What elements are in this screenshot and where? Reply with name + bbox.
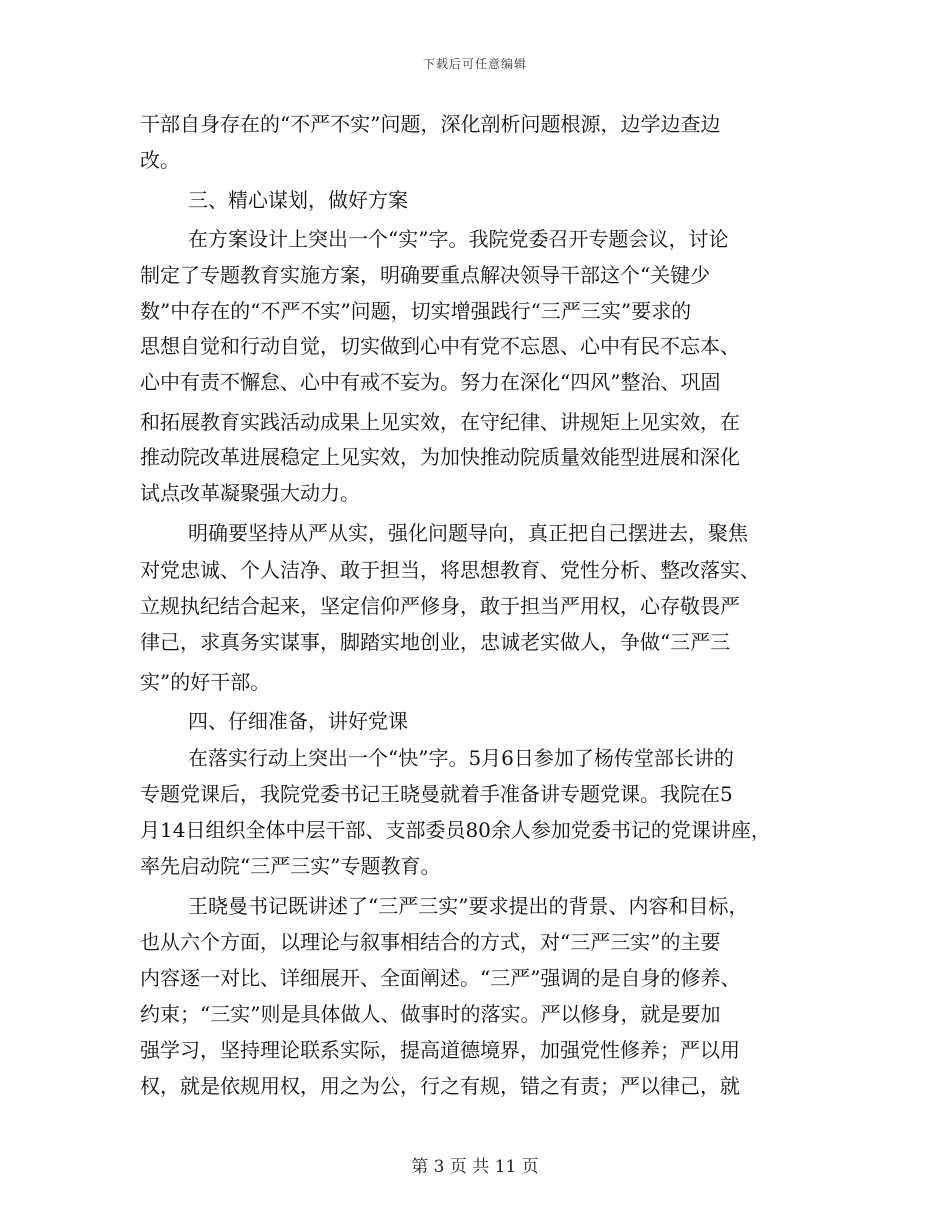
section-heading-3: 三、精心谋划，做好方案	[188, 188, 408, 212]
text-line: 明确要坚持从严从实，强化问题导向，真正把自己摆进去，聚焦	[188, 521, 748, 545]
section-heading-4: 四、仔细准备，讲好党课	[188, 709, 408, 733]
text-line: 实”的好干部。	[140, 670, 271, 694]
text-line: 改。	[140, 148, 180, 172]
text-line: 立规执纪结合起来，坚定信仰严修身，敢于担当严用权，心存敬畏严	[140, 594, 740, 618]
page-number-footer: 第 3 页 共 11 页	[411, 1157, 539, 1177]
text-line: 王晓曼书记既讲述了“三严三实”要求提出的背景、内容和目标，	[188, 894, 749, 918]
text-line: 干部自身存在的“不严不实”问题，深化剖析问题根源，边学边查边	[140, 112, 721, 136]
text-line: 推动院改革进展稳定上见实效，为加快推动院质量效能型进展和深化	[140, 445, 740, 469]
text-line: 试点改革凝聚强大动力。	[140, 481, 360, 505]
text-line: 内容逐一对比、详细展开、全面阐述。“三严”强调的是自身的修养、	[140, 966, 741, 990]
text-line: 月14日组织全体中层干部、支部委员80余人参加党委书记的党课讲座，	[140, 818, 771, 842]
text-line: 也从六个方面，以理论与叙事相结合的方式，对“三严三实”的主要	[140, 930, 721, 954]
text-line: 率先启动院“三严三实”专题教育。	[140, 854, 441, 878]
text-line: 强学习，坚持理论联系实际，提高道德境界，加强党性修养；严以用	[140, 1038, 740, 1062]
text-line: 律己，求真务实谋事，脚踏实地创业，忠诚老实做人，争做“三严三	[140, 630, 731, 654]
text-line: 制定了专题教育实施方案，明确要重点解决领导干部这个“关键少	[140, 263, 711, 287]
text-line: 思想自觉和行动自觉，切实做到心中有党不忘恩、心中有民不忘本、	[140, 334, 740, 358]
text-line: 在落实行动上突出一个“快”字。5月6日参加了杨传堂部长讲的	[188, 746, 734, 770]
text-line: 专题党课后，我院党委书记王晓曼就着手准备讲专题党课。我院在5	[140, 782, 733, 806]
text-line: 和拓展教育实践活动成果上见实效，在守纪律、讲规矩上见实效，在	[140, 410, 740, 434]
text-line: 权，就是依规用权，用之为公，行之有规，错之有责；严以律己，就	[140, 1074, 740, 1098]
text-line: 心中有责不懈怠、心中有戒不妄为。努力在深化“四风”整治、巩固	[140, 370, 721, 394]
text-line: 在方案设计上突出一个“实”字。我院党委召开专题会议，讨论	[188, 227, 729, 251]
text-line: 数”中存在的“不严不实”问题，切实增强践行“三严三实”要求的	[140, 299, 692, 323]
page-header-note: 下载后可任意编辑	[422, 57, 527, 71]
text-line: 对党忠诚、个人洁净、敢于担当，将思想教育、党性分析、整改落实、	[140, 558, 760, 582]
text-line: 约束；“三实”则是具体做人、做事时的落实。严以修身，就是要加	[140, 1002, 721, 1026]
